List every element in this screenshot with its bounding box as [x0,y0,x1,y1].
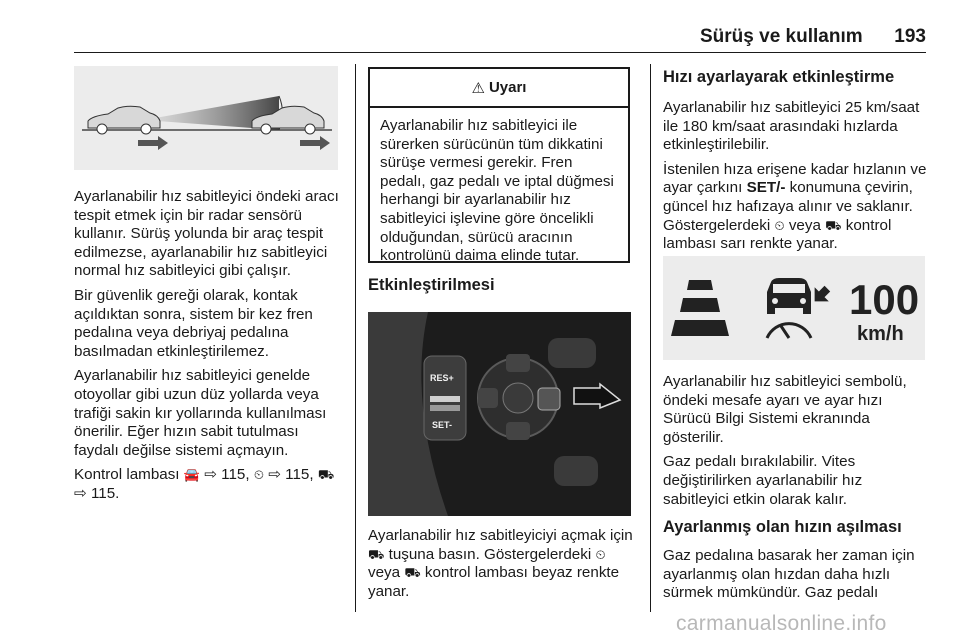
acceleration-text-part: veya [788,216,821,234]
speedometer-icon: ⏲ [253,467,264,483]
page-ref-arrow-icon: ⇨ [268,466,281,484]
steering-wheel-controls-photo [368,312,631,516]
activation-text-part: kontrol lambası beyaz renkte yanar. [368,564,620,600]
symbol-info-text [663,373,929,515]
watermark: carmanualsonline.info [676,612,887,635]
activation-text-part: tuşuna basın. Göstergelerdeki [388,545,592,563]
paragraph: Ayarlanabilir hız sabitleyici 25 km/saat ile 180 km/saat arasındaki hızlarda etkinleştirilebilir. [663,99,920,154]
driver-info-display-figure [663,256,925,360]
speedometer-icon: ⏲ [595,546,606,562]
column-divider-left [355,64,356,612]
control-lamps-references [74,466,346,503]
distance-bar-icon [687,280,713,290]
activation-text-part: Ayarlanabilir hız sabitleyiciyi açmak için [368,527,633,544]
paragraph: Ayarlanabilir hız sabitleyici öndeki aracı tespit etmek için bir radar sensörü kullanır. Sürüş yolunda bir araç tespit edilmezse, ayarlanabilir hız sabitleyici normal hız sabitleyici gibi çalışır. [74,188,339,280]
adaptive-cruise-icon: ⛟ [825,217,842,233]
speed-unit: km/h [857,323,904,345]
warning-triangle-icon: ⚠ [471,79,485,97]
radar-cars-graphic [74,66,338,170]
paragraph: Ayarlanabilir hız sabitleyici genelde otoyollar gibi uzun düz yollarda veya trafiği sakin kır yollarında kullanılması önerilir. Eğer hızın sabit tutulması faydalı değilse sistemi açmayın. [74,367,327,459]
steering-controls-graphic [368,312,631,516]
page-ref-arrow-icon: ⇨ [204,466,217,484]
paragraph: Gaz pedalına basarak her zaman için ayarlanmış olan hızdan daha hızlı sürmek mümkündür. Gaz pedalı [663,547,915,602]
page-ref-arrow-icon: ⇨ [74,484,87,502]
paragraph: Ayarlanabilir hız sabitleyici sembolü, öndeki mesafe ayarı ve ayar hızı Sürücü Bilgi Sistemi ekranında gösterilir. [663,373,907,446]
acceleration-text-part: konumuna çevirin, güncel hız hafızaya alınır ve saklanır. Göstergelerdeki [663,179,913,234]
distance-bar-icon [671,320,729,336]
display-graphic [663,256,925,360]
paragraph: Gaz pedalı bırakılabilir. Vites değiştirilirken ayarlanabilir hız sabitleyici etkin olarak kalır. [663,453,863,508]
activation-text [368,527,634,607]
set-minus-label: SET/- [746,179,786,197]
control-lamps-label: Kontrol lambası [74,466,180,484]
speedometer-icon: ⏲ [774,217,785,233]
adaptive-cruise-symbol-icon [767,278,834,338]
activation-heading: Etkinleştirilmesi [368,276,495,294]
activation-text-part: veya [368,564,401,582]
paragraph: Bir güvenlik gereği olarak, kontak açıldıktan sonra, sistem bir kez fren pedalına veya debriyaj pedalına basılmadan etkinleştirilemez. [74,286,313,360]
header-rule [74,52,926,53]
adaptive-cruise-icon: ⛟ [404,565,421,581]
warning-box [368,67,630,263]
column-divider-right [650,64,651,612]
warning-title: Uyarı [488,79,527,96]
acceleration-text-part: İstenilen hıza erişene kadar hızlanın ve ayar çarkını [663,160,927,197]
acceleration-text [663,99,929,260]
radar-following-illustration [74,66,338,170]
column-1-text [74,188,346,510]
distance-bar-icon [680,298,720,312]
warning-body: Ayarlanabilir hız sabitleyici ile sürerken sürücünün tüm dikkatini sürüşe vermesi gerekir. Fren pedalı, gaz pedalı ve iptal düğmesi herhangi bir ayarlanabilir hız sabitleyici işlevine göre öncelikli olduğundan, sürücü aracının kontrolünü daima elinde tutar. [380,117,614,265]
warning-header [370,69,628,108]
exceeding-text [663,547,929,609]
acceleration-text-part: kontrol lambası sarı renkte yanar. [663,216,892,253]
page-ref[interactable]: 115, [221,466,250,484]
car-icon: 🚘 [183,467,200,483]
paragraph [663,161,929,254]
adaptive-cruise-icon: ⛟ [368,546,385,562]
exceeding-heading: Ayarlanmış olan hızın aşılması [663,518,902,536]
section-title: Sürüş ve kullanım [700,26,863,47]
res-label: RES+ [430,373,454,383]
acceleration-heading: Hızı ayarlayarak etkinleştirme [663,68,895,86]
speed-value: 100 [849,276,920,323]
page-ref[interactable]: 115, [285,466,314,484]
page-ref[interactable]: 115. [90,484,120,502]
adaptive-cruise-icon: ⛟ [317,467,335,483]
page-number: 193 [894,26,926,47]
set-label: SET- [432,420,453,430]
